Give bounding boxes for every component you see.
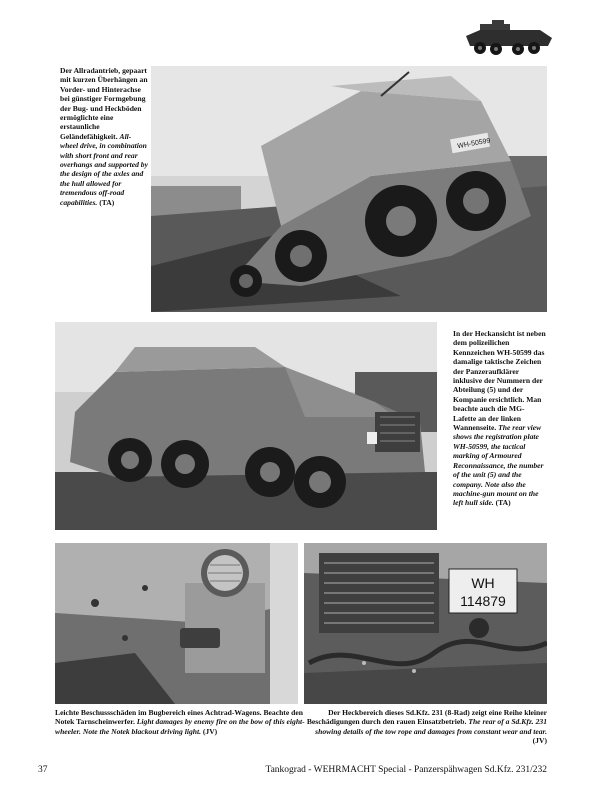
caption-english: Light damages by enemy fire on the bow of this eight-wheeler. Note the Notek blackout driving light. bbox=[55, 717, 305, 736]
caption-photo-2 bbox=[453, 329, 547, 508]
photo-rear-view-armoured-car bbox=[55, 322, 437, 530]
caption-photo-1 bbox=[60, 66, 148, 207]
photo-offroad-armoured-car bbox=[151, 66, 547, 312]
caption-german: Der Allradantrieb, gepaart mit kurzen Überhängen an Vorder- und Hinterachse bei günstiger Formgebung der Bug- und Heckböden ermöglichte eine erstaunliche Geländefähigkeit. bbox=[60, 66, 148, 141]
caption-photo-3 bbox=[55, 708, 305, 736]
registration-plate-line-2: 114879 bbox=[460, 593, 506, 609]
caption-german: Der Heckbereich dieses Sd.Kfz. 231 (8-Rad) zeigt eine Reihe kleiner Beschädigungen durch den rauen Einsatzbetrieb. bbox=[306, 708, 547, 727]
running-footer-title: Tankograd - WEHRMACHT Special - Panzerspähwagen Sd.Kfz. 231/232 bbox=[265, 765, 547, 775]
caption-german: Leichte Beschussschäden im Bugbereich eines Achtrad-Wagens. Beachte den Notek Tarnscheinwerfer. bbox=[55, 708, 303, 727]
photo-credit: (TA) bbox=[495, 498, 511, 508]
armoured-car-silhouette-icon bbox=[462, 8, 554, 60]
registration-plate: WH-50599 bbox=[456, 137, 492, 151]
caption-english: The rear of a Sd.Kfz. 231 showing details of the tow rope and damages from constant wear and tear. bbox=[315, 717, 547, 736]
caption-photo-4 bbox=[304, 708, 547, 746]
page-number: 37 bbox=[38, 765, 48, 775]
caption-english: All-wheel drive, in combination with short front and rear overhangs and supported by the design of the axles and the hull allowed for tremendous off-road capabilities. bbox=[60, 131, 148, 207]
photo-credit: (TA) bbox=[99, 197, 115, 207]
photo-credit: (JV) bbox=[532, 736, 547, 746]
photo-bow-damage-notek-light bbox=[55, 543, 298, 704]
photo-credit: (JV) bbox=[202, 726, 218, 736]
caption-english: The rear view shows the registration plate WH-50599, the tactical marking of Armoured Reconnaissance, the number of the unit (5) and the company. Note also the machine-gun mount on the left hull side. bbox=[453, 423, 544, 508]
caption-german: In der Heckansicht ist neben dem polizeilichen Kennzeichen WH-50599 das damalige taktische Zeichen der Panzeraufklärer inklusive der Nummern der Abteilung (5) und der Kompanie ersichtlich. Man beachte auch die MG-Lafette an der linken Wannenseite. bbox=[453, 329, 546, 433]
photo-rear-tow-rope bbox=[304, 543, 547, 704]
registration-plate-line-1: WH bbox=[471, 575, 495, 591]
